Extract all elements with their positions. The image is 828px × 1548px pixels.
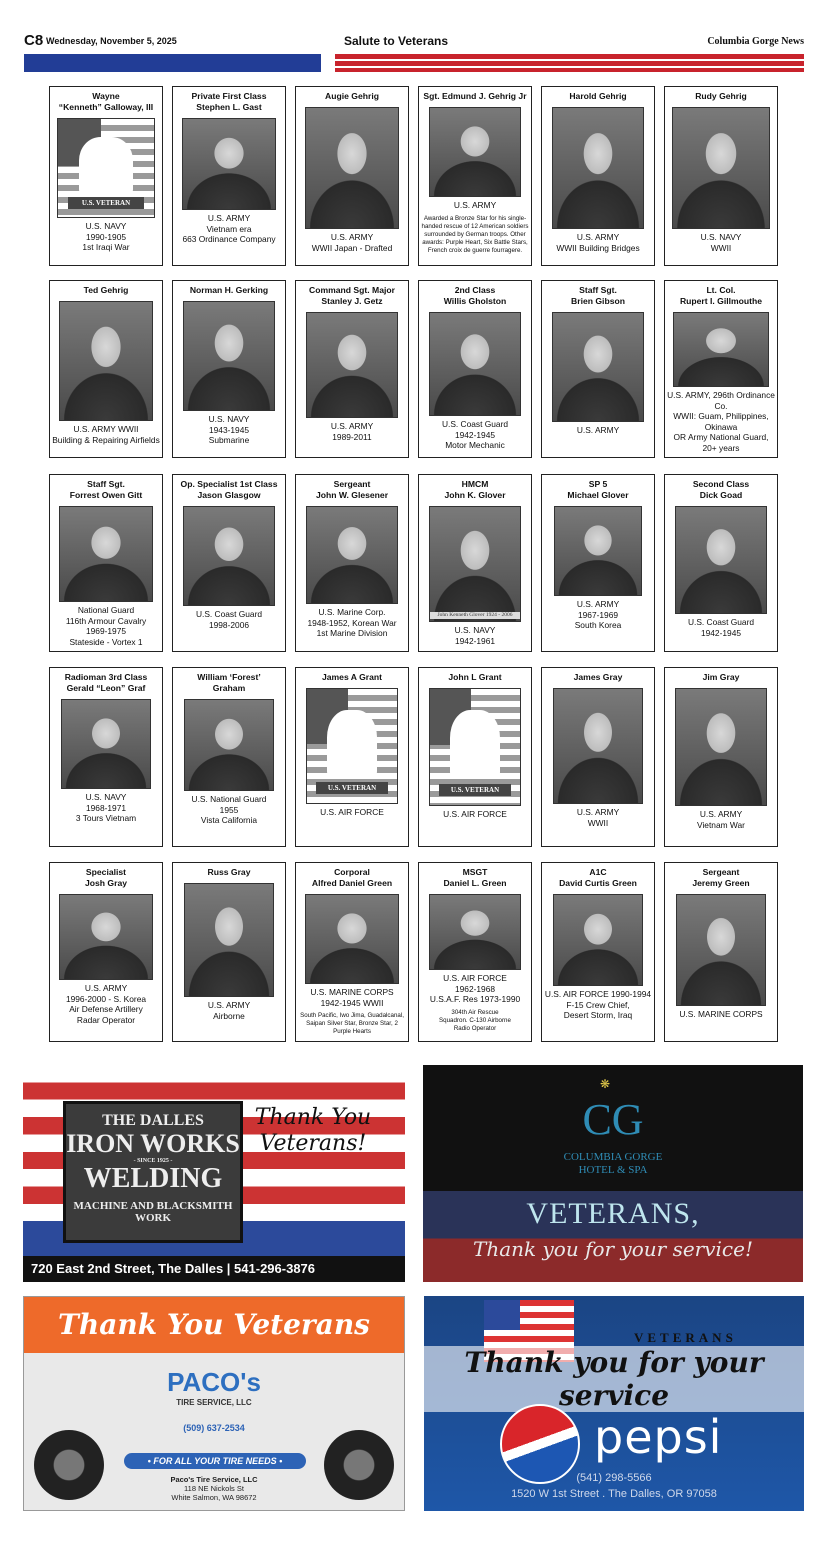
- section-title: Salute to Veterans: [344, 34, 449, 48]
- service-caption: U.S. NAVY 1942-1961: [454, 625, 496, 646]
- service-caption: U.S. AIR FORCE: [443, 809, 507, 819]
- soldier-silhouette-icon: [327, 710, 377, 778]
- service-caption: U.S. ARMY WWII Building & Repairing Airfields: [52, 424, 160, 445]
- service-caption: U.S. NAVY 1968-1971 3 Tours Vietnam: [75, 792, 137, 823]
- veteran-photo: [672, 107, 770, 229]
- veteran-card: [418, 474, 532, 652]
- veteran-card: [172, 86, 286, 266]
- veteran-photo: [429, 688, 521, 806]
- veteran-card: [664, 862, 778, 1042]
- veteran-photo: [59, 506, 153, 602]
- iron-works-sign: [63, 1101, 243, 1243]
- page-number: C8: [24, 32, 44, 49]
- publication-name: Columbia Gorge News: [707, 36, 804, 47]
- veteran-name: Russ Gray: [207, 867, 251, 877]
- veteran-photo: [429, 312, 521, 416]
- page-header: [24, 32, 804, 52]
- veteran-card: [664, 474, 778, 652]
- veteran-photo: [184, 883, 274, 997]
- service-caption: U.S. MARINE CORPS: [679, 1009, 763, 1019]
- service-caption: U.S. Coast Guard 1942-1945 Motor Mechanic: [441, 419, 509, 450]
- pacos-phone: (509) 637-2534: [183, 1423, 245, 1433]
- veteran-badge: U.S. VETERAN: [439, 784, 511, 796]
- pepsi-ad[interactable]: [424, 1296, 804, 1511]
- veteran-card: [49, 280, 163, 458]
- veteran-card: [541, 667, 655, 847]
- service-caption: U.S. AIR FORCE 1962-1968 U.S.A.F. Res 1973-1990: [429, 973, 521, 1004]
- veterans-headline: VETERANS,: [526, 1197, 700, 1230]
- service-caption: U.S. ARMY Vietnam War: [697, 809, 745, 830]
- veteran-name: Second Class Dick Goad: [692, 479, 750, 500]
- service-caption: U.S. NAVY 1990-1905 1st Iraqi War: [82, 221, 130, 252]
- thank-you-tagline: Thank you for your service!: [472, 1237, 753, 1261]
- veteran-card: [418, 667, 532, 847]
- pacos-tire-ad[interactable]: [23, 1296, 405, 1511]
- veteran-name: Wayne “Kenneth” Galloway, III: [58, 91, 154, 112]
- veteran-badge: U.S. VETERAN: [68, 197, 145, 209]
- sign-since-text: - SINCE 1925 -: [133, 1158, 173, 1164]
- service-caption: U.S. ARMY, 296th Ordinance Co. WWII: Guam, Philippines, Okinawa OR Army National Guard, 20+ years: [667, 390, 775, 453]
- columbia-gorge-ad[interactable]: [423, 1065, 803, 1282]
- veteran-photo: [61, 699, 151, 789]
- pacos-banner: • FOR ALL YOUR TIRE NEEDS •: [124, 1453, 306, 1469]
- veteran-card: [172, 474, 286, 652]
- veteran-photo: [305, 107, 399, 229]
- service-caption: U.S. ARMY 1989-2011: [330, 421, 374, 442]
- veteran-photo: [673, 312, 769, 387]
- sign-top-text: THE DALLES: [102, 1112, 204, 1129]
- veteran-card: [49, 474, 163, 652]
- soldier-silhouette-icon: [450, 710, 500, 780]
- veteran-name: Corporal Alfred Daniel Green: [311, 867, 393, 888]
- service-caption: U.S. NAVY 1943-1945 Submarine: [208, 414, 250, 445]
- service-caption: National Guard 116th Armour Cavalry 1969-1975 Stateside - Vortex 1: [65, 605, 147, 647]
- veteran-card: [541, 280, 655, 458]
- service-caption: U.S. ARMY 1996-2000 - S. Korea Air Defense Artillery Radar Operator: [65, 983, 147, 1025]
- veteran-name: Jim Gray: [702, 672, 740, 682]
- iron-works-address: 720 East 2nd Street, The Dalles | 541-296-3876: [23, 1256, 405, 1282]
- veteran-card: [418, 862, 532, 1042]
- pepsi-brand: pepsi: [594, 1410, 723, 1464]
- veteran-photo: [552, 107, 644, 229]
- iron-works-thanks: Thank You Veterans!: [254, 1105, 372, 1156]
- veteran-name: Staff Sgt. Forrest Owen Gitt: [69, 479, 143, 500]
- veteran-badge: U.S. VETERAN: [316, 782, 388, 794]
- veteran-card: [172, 280, 286, 458]
- pepsi-tagline: Thank you for your service: [424, 1346, 804, 1412]
- veteran-name: A1C David Curtis Green: [559, 867, 637, 888]
- veteran-photo: [675, 506, 767, 614]
- veteran-card: [295, 667, 409, 847]
- header-blue-bar: [24, 54, 321, 72]
- veteran-card: [295, 280, 409, 458]
- veteran-card: [295, 862, 409, 1042]
- veteran-name: HMCM John K. Glover: [444, 479, 506, 500]
- veteran-name: Op. Specialist 1st Class Jason Glasgow: [180, 479, 278, 500]
- veteran-photo: [57, 118, 155, 218]
- veteran-card: [664, 280, 778, 458]
- veteran-photo: [183, 301, 275, 411]
- sign-bottom-text: MACHINE AND BLACKSMITH WORK: [73, 1200, 233, 1224]
- sign-iron-text: IRON WORKS: [66, 1129, 240, 1158]
- veteran-card: [664, 86, 778, 266]
- service-caption: U.S. National Guard 1955 Vista California: [191, 794, 267, 825]
- veteran-card: [541, 862, 655, 1042]
- veteran-photo: [59, 301, 153, 421]
- service-caption: U.S. AIR FORCE 1990-1994 F-15 Crew Chief, Desert Storm, Iraq: [544, 989, 652, 1020]
- veteran-card: [541, 474, 655, 652]
- service-caption: U.S. ARMY Vietnam era 663 Ordinance Company: [182, 213, 276, 244]
- veteran-photo: [183, 506, 275, 606]
- header-red-bar: [335, 54, 804, 72]
- veteran-name: Harold Gehrig: [569, 91, 627, 101]
- service-caption: U.S. ARMY WWII: [576, 807, 620, 828]
- veteran-photo: [552, 312, 644, 422]
- veteran-photo: [554, 506, 642, 596]
- veteran-name: James A Grant: [321, 672, 383, 682]
- hotel-name: COLUMBIA GORGE HOTEL & SPA: [563, 1151, 663, 1176]
- pepsi-veterans: VETERANS: [634, 1330, 737, 1345]
- pacos-headline: Thank You Veterans: [24, 1297, 404, 1353]
- veteran-card: [541, 86, 655, 266]
- veteran-name: Rudy Gehrig: [695, 91, 747, 101]
- service-caption: U.S. Marine Corp. 1948-1952, Korean War 1st Marine Division: [307, 607, 397, 638]
- service-caption: U.S. ARMY WWII Building Bridges: [556, 232, 640, 253]
- sign-welding-text: WELDING: [83, 1163, 223, 1194]
- service-caption: U.S. NAVY WWII: [700, 232, 742, 253]
- veteran-photo: [306, 688, 398, 804]
- veteran-card: [49, 862, 163, 1042]
- iron-works-ad[interactable]: [23, 1065, 405, 1282]
- veteran-photo: [59, 894, 153, 980]
- veteran-name: Private First Class Stephen L. Gast: [191, 91, 267, 112]
- veteran-photo: [429, 894, 521, 970]
- issue-date: Wednesday, November 5, 2025: [46, 36, 177, 46]
- veteran-photo: [306, 506, 398, 604]
- service-details: South Pacific, Iwo Jima, Guadalcanal, Saipan Silver Star, Bronze Star, 2 Purple Hearts: [300, 1012, 404, 1035]
- pacos-address: Paco's Tire Service, LLC 118 NE Nickols St White Salmon, WA 98672: [170, 1475, 258, 1502]
- service-caption: U.S. ARMY 1967-1969 South Korea: [574, 599, 622, 630]
- veteran-card: [172, 667, 286, 847]
- service-details: 304th Air Rescue Squadron. C-130 Airborne Radio Operator: [439, 1008, 511, 1032]
- veteran-photo: [429, 506, 521, 622]
- veteran-photo: [182, 118, 276, 210]
- veteran-name: Sergeant Jeremy Green: [692, 867, 750, 888]
- service-caption: U.S. MARINE CORPS 1942-1945 WWII: [310, 987, 394, 1008]
- veteran-photo: [676, 894, 766, 1006]
- veteran-name: Sergeant John W. Glesener: [315, 479, 389, 500]
- veteran-name: Specialist Josh Gray: [84, 867, 128, 888]
- service-caption: U.S. ARMY Airborne: [207, 1000, 251, 1021]
- veteran-name: 2nd Class Willis Gholston: [443, 285, 507, 306]
- veteran-name: MSGT Daniel L. Green: [443, 867, 507, 888]
- veteran-card: [172, 862, 286, 1042]
- photo-caption: John Kenneth Glover 1924 - 2006: [430, 612, 520, 619]
- veteran-name: John L Grant: [448, 672, 502, 682]
- service-caption: U.S. Coast Guard 1998-2006: [195, 609, 263, 630]
- pepsi-phone: (541) 298-5566: [576, 1472, 652, 1484]
- veteran-name: William ‘Forest’ Graham: [197, 672, 261, 693]
- veteran-photo: [305, 894, 399, 984]
- veteran-name: Radioman 3rd Class Gerald “Leon” Graf: [64, 672, 148, 693]
- service-caption: U.S. ARMY: [576, 425, 620, 435]
- veteran-card: [295, 474, 409, 652]
- veteran-name: Augie Gehrig: [325, 91, 379, 101]
- cg-logo: CG: [582, 1095, 644, 1144]
- veteran-photo: [675, 688, 767, 806]
- veteran-name: Sgt. Edmund J. Gehrig Jr: [423, 91, 527, 101]
- veteran-photo: [184, 699, 274, 791]
- veteran-name: Staff Sgt. Brien Gibson: [571, 285, 625, 306]
- veteran-name: Command Sgt. Major Stanley J. Getz: [309, 285, 395, 306]
- pepsi-address: 1520 W 1st Street . The Dalles, OR 97058: [511, 1488, 717, 1500]
- veteran-name: Norman H. Gerking: [189, 285, 269, 295]
- veteran-card: [664, 667, 778, 847]
- soldier-silhouette-icon: [79, 137, 133, 196]
- veteran-card: [418, 86, 532, 266]
- veteran-photo: [553, 688, 643, 804]
- service-caption: U.S. AIR FORCE: [320, 807, 384, 817]
- veteran-card: [49, 667, 163, 847]
- veteran-name: Lt. Col. Rupert I. Gillmouthe: [679, 285, 763, 306]
- veteran-card: [295, 86, 409, 266]
- veteran-photo: [306, 312, 398, 418]
- lotus-icon: ❋: [600, 1077, 611, 1091]
- veteran-card: [49, 86, 163, 266]
- service-caption: U.S. ARMY WWII Japan - Drafted: [311, 232, 393, 253]
- veteran-name: James Gray: [573, 672, 623, 682]
- veteran-photo: [553, 894, 643, 986]
- veteran-photo: [429, 107, 521, 197]
- pacos-logo: PACO's TIRE SERVICE, LLC: [167, 1367, 261, 1407]
- service-caption: U.S. Coast Guard 1942-1945: [687, 617, 755, 638]
- veteran-name: SP 5 Michael Glover: [567, 479, 629, 500]
- service-details: Awarded a Bronze Star for his single-handed rescue of 12 American soldiers surrounded by German troops. Other awards: Purple Heart, Six Battle Stars, French croix de guerre fourragere.: [421, 214, 529, 254]
- service-caption: U.S. ARMY: [453, 200, 497, 210]
- veteran-card: [418, 280, 532, 458]
- veteran-name: Ted Gehrig: [83, 285, 129, 295]
